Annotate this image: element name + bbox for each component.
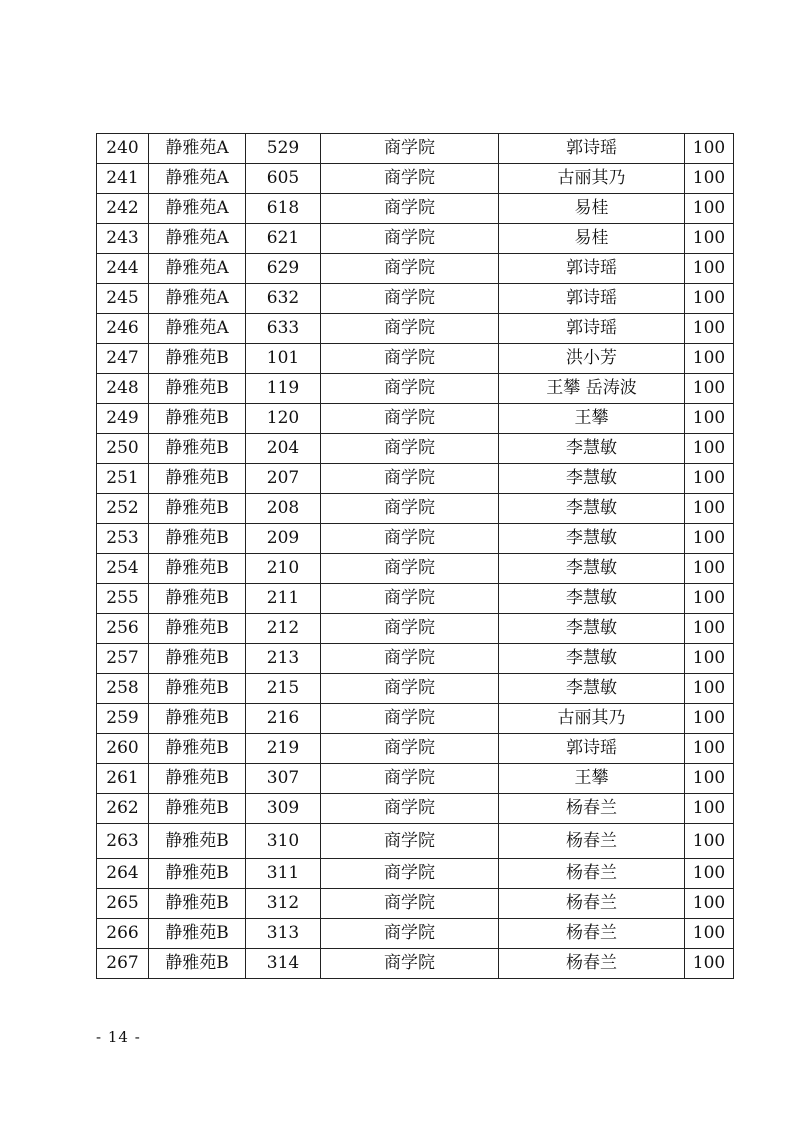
college-cell: 商学院 — [321, 919, 499, 949]
building-cell: 静雅苑A — [149, 284, 246, 314]
score-cell: 100 — [685, 374, 734, 404]
building-cell: 静雅苑B — [149, 374, 246, 404]
table-row — [97, 254, 734, 284]
table-row — [97, 194, 734, 224]
table-row — [97, 554, 734, 584]
row-number-cell: 259 — [97, 704, 149, 734]
building-cell: 静雅苑A — [149, 224, 246, 254]
counselor-cell: 郭诗瑶 — [499, 284, 685, 314]
row-number-cell: 248 — [97, 374, 149, 404]
building-cell: 静雅苑B — [149, 554, 246, 584]
building-cell: 静雅苑B — [149, 794, 246, 824]
counselor-cell: 李慧敏 — [499, 614, 685, 644]
room-cell: 210 — [246, 554, 321, 584]
table-row — [97, 674, 734, 704]
table-row — [97, 794, 734, 824]
building-cell: 静雅苑B — [149, 344, 246, 374]
table-row — [97, 644, 734, 674]
counselor-cell: 郭诗瑶 — [499, 134, 685, 164]
college-cell: 商学院 — [321, 584, 499, 614]
building-cell: 静雅苑B — [149, 919, 246, 949]
room-cell: 211 — [246, 584, 321, 614]
row-number-cell: 262 — [97, 794, 149, 824]
table-row — [97, 824, 734, 859]
score-cell: 100 — [685, 134, 734, 164]
building-cell: 静雅苑B — [149, 434, 246, 464]
room-cell: 311 — [246, 859, 321, 889]
counselor-cell: 易桂 — [499, 194, 685, 224]
row-number-cell: 261 — [97, 764, 149, 794]
building-cell: 静雅苑B — [149, 464, 246, 494]
college-cell: 商学院 — [321, 644, 499, 674]
row-number-cell: 267 — [97, 949, 149, 979]
score-cell: 100 — [685, 314, 734, 344]
room-cell: 633 — [246, 314, 321, 344]
score-cell: 100 — [685, 254, 734, 284]
table-row — [97, 764, 734, 794]
building-cell: 静雅苑B — [149, 644, 246, 674]
table-row — [97, 859, 734, 889]
table-row — [97, 404, 734, 434]
table-row — [97, 434, 734, 464]
college-cell: 商学院 — [321, 134, 499, 164]
row-number-cell: 256 — [97, 614, 149, 644]
college-cell: 商学院 — [321, 524, 499, 554]
building-cell: 静雅苑B — [149, 674, 246, 704]
counselor-cell: 古丽其乃 — [499, 704, 685, 734]
row-number-cell: 252 — [97, 494, 149, 524]
college-cell: 商学院 — [321, 764, 499, 794]
roster-table — [96, 133, 734, 979]
counselor-cell: 王攀 — [499, 764, 685, 794]
college-cell: 商学院 — [321, 464, 499, 494]
room-cell: 314 — [246, 949, 321, 979]
table-row — [97, 464, 734, 494]
room-cell: 204 — [246, 434, 321, 464]
page-number: - 14 - — [96, 1028, 141, 1046]
table-row — [97, 704, 734, 734]
college-cell: 商学院 — [321, 614, 499, 644]
table-row — [97, 734, 734, 764]
room-cell: 215 — [246, 674, 321, 704]
row-number-cell: 254 — [97, 554, 149, 584]
counselor-cell: 杨春兰 — [499, 889, 685, 919]
score-cell: 100 — [685, 404, 734, 434]
room-cell: 605 — [246, 164, 321, 194]
score-cell: 100 — [685, 344, 734, 374]
score-cell: 100 — [685, 674, 734, 704]
counselor-cell: 古丽其乃 — [499, 164, 685, 194]
row-number-cell: 260 — [97, 734, 149, 764]
score-cell: 100 — [685, 464, 734, 494]
counselor-cell: 李慧敏 — [499, 674, 685, 704]
score-cell: 100 — [685, 284, 734, 314]
score-cell: 100 — [685, 734, 734, 764]
row-number-cell: 244 — [97, 254, 149, 284]
college-cell: 商学院 — [321, 734, 499, 764]
score-cell: 100 — [685, 919, 734, 949]
room-cell: 101 — [246, 344, 321, 374]
college-cell: 商学院 — [321, 889, 499, 919]
score-cell: 100 — [685, 164, 734, 194]
score-cell: 100 — [685, 194, 734, 224]
college-cell: 商学院 — [321, 859, 499, 889]
counselor-cell: 李慧敏 — [499, 494, 685, 524]
score-cell: 100 — [685, 224, 734, 254]
counselor-cell: 李慧敏 — [499, 524, 685, 554]
college-cell: 商学院 — [321, 704, 499, 734]
counselor-cell: 李慧敏 — [499, 554, 685, 584]
building-cell: 静雅苑B — [149, 949, 246, 979]
table-row — [97, 374, 734, 404]
score-cell: 100 — [685, 524, 734, 554]
table-row — [97, 524, 734, 554]
room-cell: 313 — [246, 919, 321, 949]
building-cell: 静雅苑B — [149, 764, 246, 794]
building-cell: 静雅苑B — [149, 584, 246, 614]
room-cell: 207 — [246, 464, 321, 494]
table-row — [97, 889, 734, 919]
counselor-cell: 郭诗瑶 — [499, 254, 685, 284]
building-cell: 静雅苑A — [149, 134, 246, 164]
score-cell: 100 — [685, 434, 734, 464]
building-cell: 静雅苑B — [149, 704, 246, 734]
room-cell: 307 — [246, 764, 321, 794]
college-cell: 商学院 — [321, 194, 499, 224]
score-cell: 100 — [685, 794, 734, 824]
room-cell: 212 — [246, 614, 321, 644]
building-cell: 静雅苑A — [149, 254, 246, 284]
college-cell: 商学院 — [321, 674, 499, 704]
counselor-cell: 杨春兰 — [499, 859, 685, 889]
row-number-cell: 242 — [97, 194, 149, 224]
row-number-cell: 257 — [97, 644, 149, 674]
counselor-cell: 郭诗瑶 — [499, 734, 685, 764]
room-cell: 312 — [246, 889, 321, 919]
college-cell: 商学院 — [321, 494, 499, 524]
table-row — [97, 344, 734, 374]
row-number-cell: 258 — [97, 674, 149, 704]
college-cell: 商学院 — [321, 374, 499, 404]
table-row — [97, 919, 734, 949]
score-cell: 100 — [685, 494, 734, 524]
college-cell: 商学院 — [321, 404, 499, 434]
room-cell: 621 — [246, 224, 321, 254]
college-cell: 商学院 — [321, 434, 499, 464]
row-number-cell: 241 — [97, 164, 149, 194]
row-number-cell: 245 — [97, 284, 149, 314]
counselor-cell: 杨春兰 — [499, 949, 685, 979]
row-number-cell: 243 — [97, 224, 149, 254]
room-cell: 219 — [246, 734, 321, 764]
college-cell: 商学院 — [321, 314, 499, 344]
counselor-cell: 王攀 岳涛波 — [499, 374, 685, 404]
building-cell: 静雅苑B — [149, 524, 246, 554]
building-cell: 静雅苑B — [149, 614, 246, 644]
row-number-cell: 251 — [97, 464, 149, 494]
building-cell: 静雅苑B — [149, 494, 246, 524]
counselor-cell: 杨春兰 — [499, 794, 685, 824]
room-cell: 629 — [246, 254, 321, 284]
row-number-cell: 246 — [97, 314, 149, 344]
college-cell: 商学院 — [321, 164, 499, 194]
row-number-cell: 250 — [97, 434, 149, 464]
score-cell: 100 — [685, 949, 734, 979]
row-number-cell: 253 — [97, 524, 149, 554]
college-cell: 商学院 — [321, 949, 499, 979]
college-cell: 商学院 — [321, 284, 499, 314]
table-row — [97, 314, 734, 344]
row-number-cell: 263 — [97, 824, 149, 859]
room-cell: 208 — [246, 494, 321, 524]
room-cell: 213 — [246, 644, 321, 674]
row-number-cell: 266 — [97, 919, 149, 949]
room-cell: 618 — [246, 194, 321, 224]
score-cell: 100 — [685, 889, 734, 919]
building-cell: 静雅苑B — [149, 824, 246, 859]
room-cell: 310 — [246, 824, 321, 859]
building-cell: 静雅苑A — [149, 314, 246, 344]
table-row — [97, 224, 734, 254]
room-cell: 120 — [246, 404, 321, 434]
table-row — [97, 284, 734, 314]
counselor-cell: 李慧敏 — [499, 584, 685, 614]
row-number-cell: 247 — [97, 344, 149, 374]
room-cell: 632 — [246, 284, 321, 314]
score-cell: 100 — [685, 644, 734, 674]
score-cell: 100 — [685, 584, 734, 614]
row-number-cell: 265 — [97, 889, 149, 919]
college-cell: 商学院 — [321, 224, 499, 254]
building-cell: 静雅苑B — [149, 734, 246, 764]
counselor-cell: 杨春兰 — [499, 824, 685, 859]
building-cell: 静雅苑B — [149, 404, 246, 434]
counselor-cell: 李慧敏 — [499, 644, 685, 674]
room-cell: 119 — [246, 374, 321, 404]
building-cell: 静雅苑A — [149, 194, 246, 224]
score-cell: 100 — [685, 554, 734, 584]
table-row — [97, 584, 734, 614]
roster-table-body — [97, 134, 734, 979]
building-cell: 静雅苑A — [149, 164, 246, 194]
room-cell: 529 — [246, 134, 321, 164]
counselor-cell: 李慧敏 — [499, 464, 685, 494]
building-cell: 静雅苑B — [149, 859, 246, 889]
score-cell: 100 — [685, 859, 734, 889]
row-number-cell: 264 — [97, 859, 149, 889]
table-row — [97, 494, 734, 524]
room-cell: 216 — [246, 704, 321, 734]
counselor-cell: 李慧敏 — [499, 434, 685, 464]
room-cell: 209 — [246, 524, 321, 554]
table-row — [97, 949, 734, 979]
building-cell: 静雅苑B — [149, 889, 246, 919]
score-cell: 100 — [685, 704, 734, 734]
score-cell: 100 — [685, 824, 734, 859]
row-number-cell: 240 — [97, 134, 149, 164]
score-cell: 100 — [685, 764, 734, 794]
score-cell: 100 — [685, 614, 734, 644]
room-cell: 309 — [246, 794, 321, 824]
counselor-cell: 王攀 — [499, 404, 685, 434]
college-cell: 商学院 — [321, 794, 499, 824]
counselor-cell: 郭诗瑶 — [499, 314, 685, 344]
counselor-cell: 易桂 — [499, 224, 685, 254]
college-cell: 商学院 — [321, 344, 499, 374]
counselor-cell: 洪小芳 — [499, 344, 685, 374]
row-number-cell: 255 — [97, 584, 149, 614]
table-row — [97, 614, 734, 644]
college-cell: 商学院 — [321, 554, 499, 584]
college-cell: 商学院 — [321, 824, 499, 859]
row-number-cell: 249 — [97, 404, 149, 434]
college-cell: 商学院 — [321, 254, 499, 284]
table-row — [97, 164, 734, 194]
counselor-cell: 杨春兰 — [499, 919, 685, 949]
table-row — [97, 134, 734, 164]
